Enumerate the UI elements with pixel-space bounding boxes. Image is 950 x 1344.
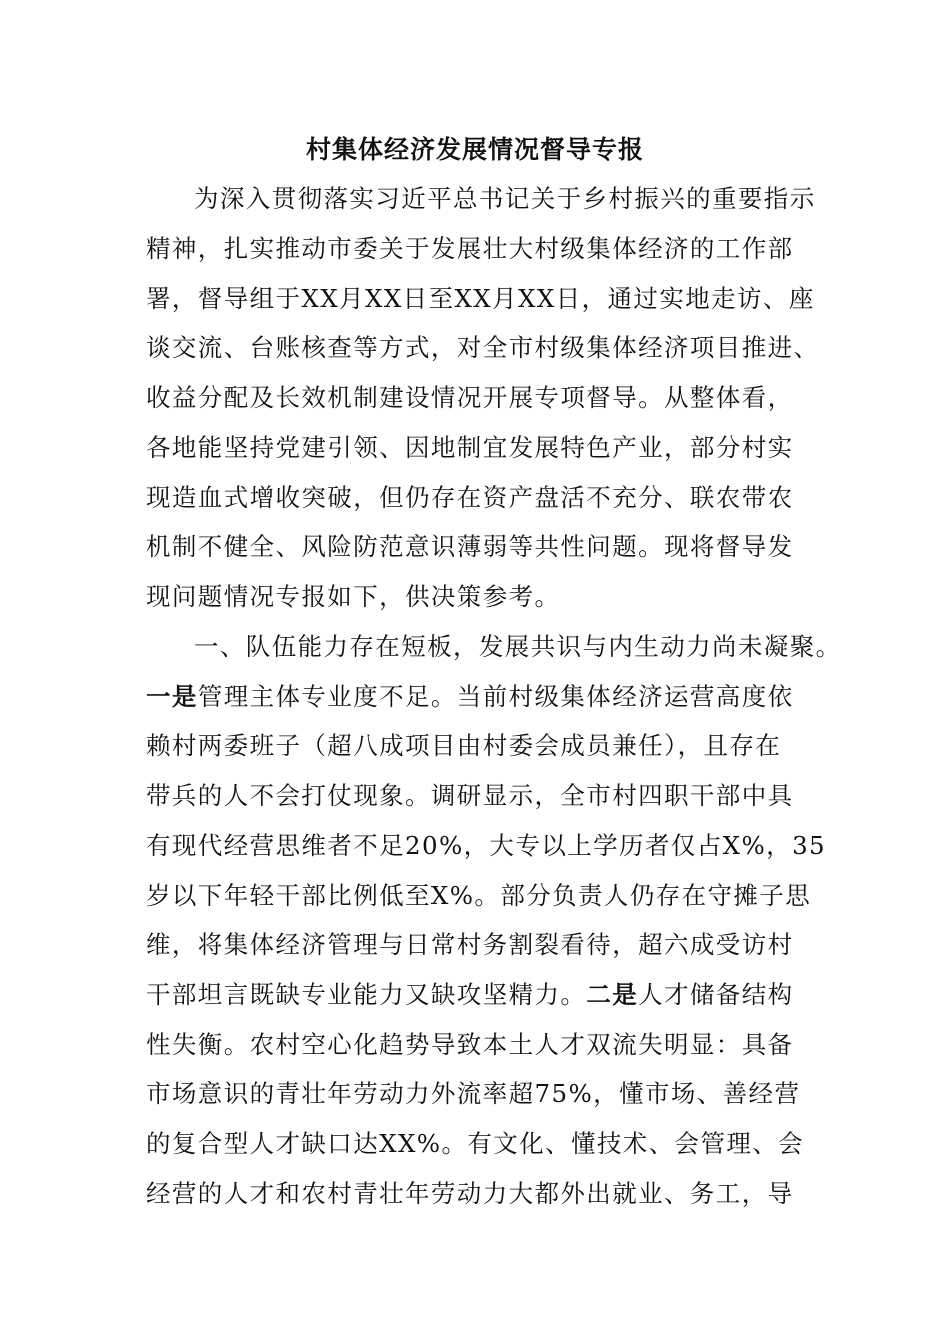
paragraph-line: 机制不健全、风险防范意识薄弱等共性问题。现将督导发 — [146, 532, 794, 561]
point-marker-2: 二是 — [586, 980, 639, 1009]
paragraph-line-text: 干部坦言既缺专业能力又缺攻坚精力。 — [146, 980, 587, 1009]
paragraph-line: 的复合型人才缺口达XX%。有文化、懂技术、会管理、会 — [146, 1129, 805, 1158]
paragraph-line: 维，将集体经济管理与日常村务割裂看待，超六成受访村 — [146, 930, 794, 959]
paragraph-line: 精神，扎实推动市委关于发展壮大村级集体经济的工作部 — [146, 234, 794, 263]
paragraph-line — [146, 975, 794, 1015]
paragraph-line: 为深入贯彻落实习近平总书记关于乡村振兴的重要指示 — [194, 184, 816, 213]
section-heading: 一、队伍能力存在短板，发展共识与内生动力尚未凝聚。 — [194, 632, 842, 661]
point-marker-1: 一是 — [146, 682, 198, 711]
paragraph-line: 赖村两委班子（超八成项目由村委会成员兼任），且存在 — [146, 731, 782, 760]
document-title: 村集体经济发展情况督导专报 — [305, 135, 644, 164]
paragraph-line-text: 管理主体专业度不足。当前村级集体经济运营高度依 — [197, 682, 794, 711]
paragraph-line: 有现代经营思维者不足20%，大专以上学历者仅占X%，35 — [146, 831, 827, 860]
paragraph-line — [146, 677, 794, 717]
paragraph-line: 署，督导组于XX月XX日至XX月XX日，通过实地走访、座 — [146, 284, 815, 313]
paragraph-line: 岁以下年轻干部比例低至X%。部分负责人仍存在守摊子思 — [146, 881, 812, 910]
paragraph-line: 性失衡。农村空心化趋势导致本土人才双流失明显：具备 — [146, 1030, 794, 1059]
paragraph-line: 各地能坚持党建引领、因地制宜发展特色产业，部分村实 — [146, 433, 794, 462]
paragraph-line: 经营的人才和农村青壮年劳动力大都外出就业、务工，导 — [146, 1179, 794, 1208]
paragraph-line: 现造血式增收突破，但仍存在资产盘活不充分、联农带农 — [146, 483, 794, 512]
paragraph-line: 收益分配及长效机制建设情况开展专项督导。从整体看， — [146, 383, 794, 412]
paragraph-line: 市场意识的青壮年劳动力外流率超75%，懂市场、善经营 — [146, 1079, 801, 1108]
paragraph-line: 带兵的人不会打仗现象。调研显示，全市村四职干部中具 — [146, 781, 794, 810]
paragraph-line: 谈交流、台账核查等方式，对全市村级集体经济项目推进、 — [146, 333, 820, 362]
paragraph-line-text: 人才储备结构 — [638, 980, 794, 1009]
paragraph-line: 现问题情况专报如下，供决策参考。 — [146, 582, 561, 611]
